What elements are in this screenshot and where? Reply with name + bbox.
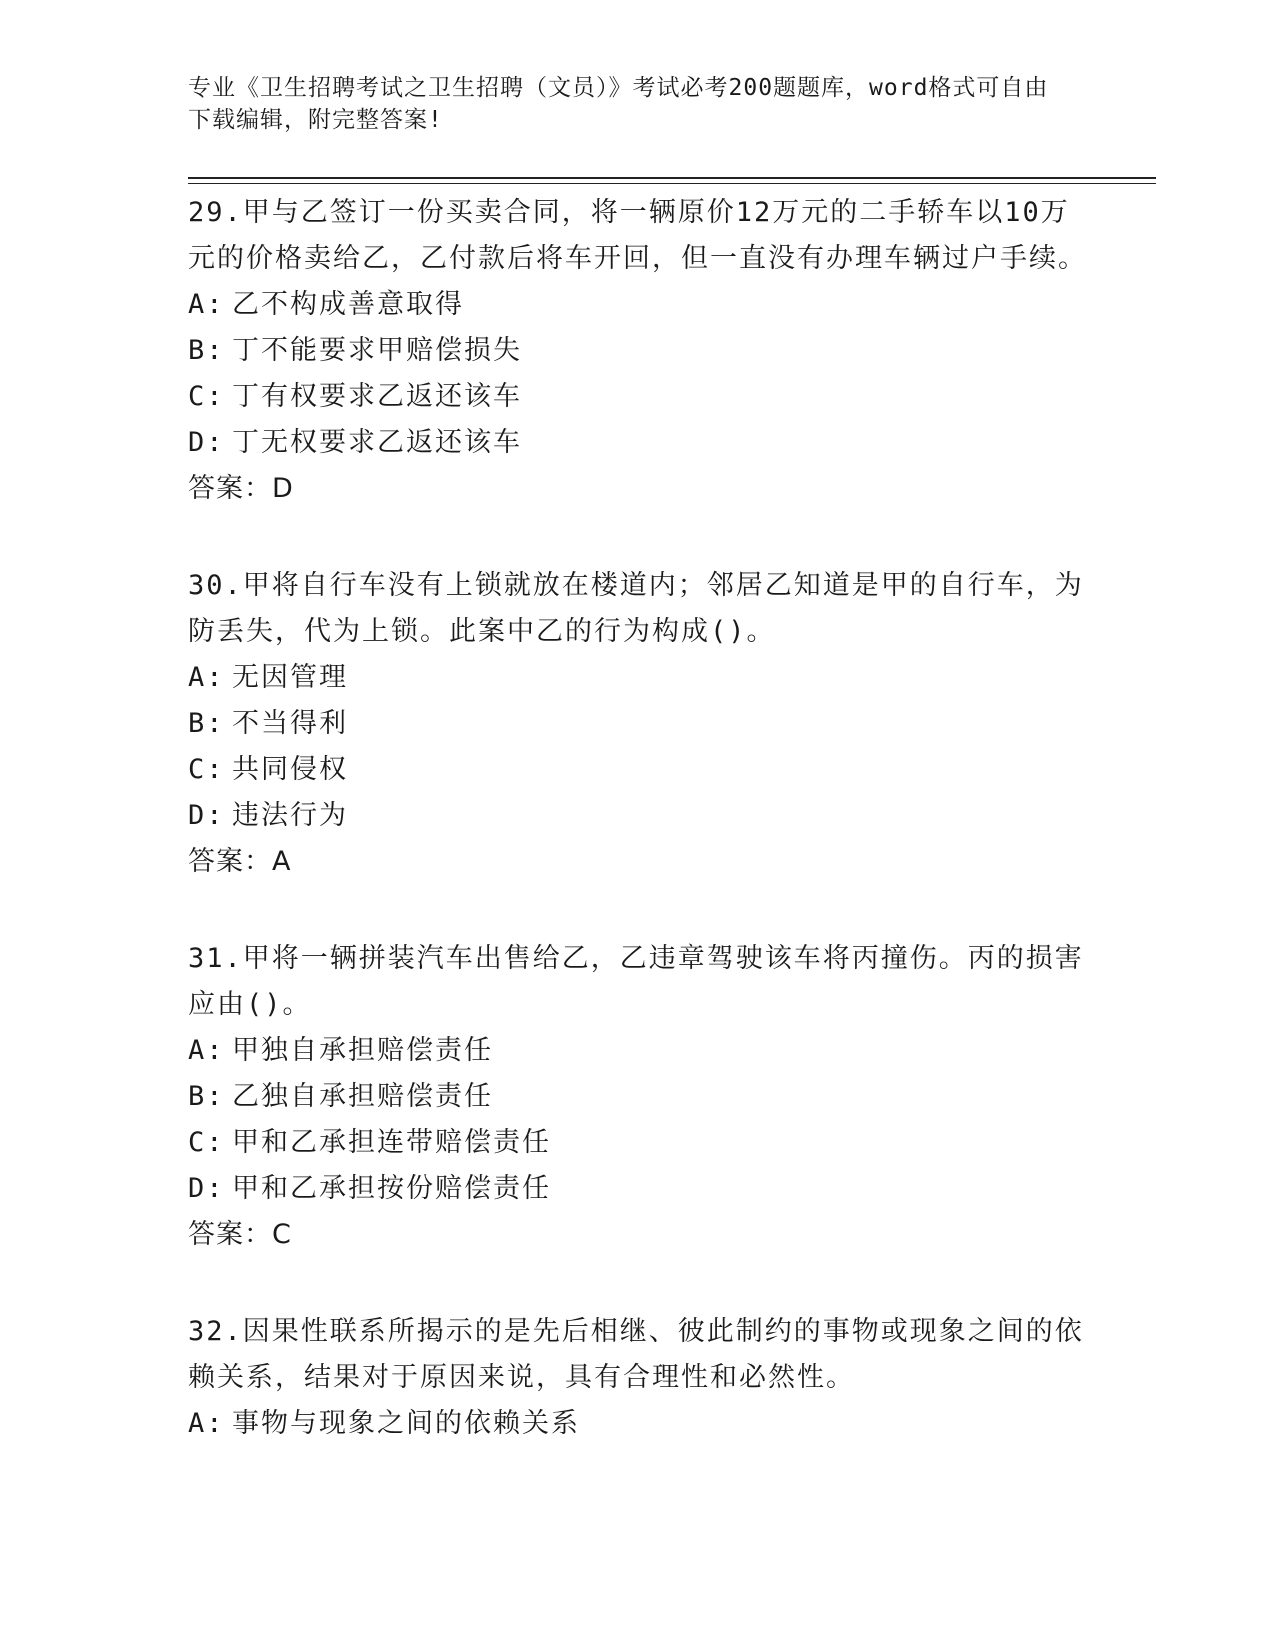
option-letter: B: bbox=[188, 708, 225, 739]
answer-line: 答案：C bbox=[188, 1219, 292, 1250]
option-d bbox=[188, 1166, 1088, 1212]
option-text: 丁不能要求甲赔偿损失 bbox=[232, 335, 522, 366]
option-text: 乙不构成善意取得 bbox=[232, 289, 464, 320]
option-letter: C: bbox=[188, 754, 225, 785]
option-a bbox=[188, 1028, 1088, 1074]
option-letter: B: bbox=[188, 1081, 225, 1112]
question-29 bbox=[188, 190, 1088, 512]
option-a bbox=[188, 1401, 1088, 1447]
option-letter: D: bbox=[188, 800, 225, 831]
question-31 bbox=[188, 936, 1088, 1258]
option-c bbox=[188, 374, 1088, 420]
option-a bbox=[188, 282, 1088, 328]
option-text: 甲和乙承担按份赔偿责任 bbox=[232, 1173, 551, 1204]
question-stem: 30.甲将自行车没有上锁就放在楼道内；邻居乙知道是甲的自行车，为防丢失，代为上锁。此案中乙的行为构成()。 bbox=[188, 570, 1084, 647]
option-list bbox=[188, 655, 1088, 839]
document-header: 专业《卫生招聘考试之卫生招聘（文员）》考试必考200题题库，word格式可自由下载编辑，附完整答案! bbox=[188, 75, 1049, 133]
option-letter: B: bbox=[188, 335, 225, 366]
option-text: 违法行为 bbox=[232, 800, 348, 831]
option-b bbox=[188, 701, 1088, 747]
option-list bbox=[188, 1401, 1088, 1447]
option-a bbox=[188, 655, 1088, 701]
option-text: 不当得利 bbox=[232, 708, 348, 739]
option-text: 事物与现象之间的依赖关系 bbox=[232, 1408, 580, 1439]
option-letter: A: bbox=[188, 1408, 225, 1439]
option-letter: C: bbox=[188, 1127, 225, 1158]
option-letter: D: bbox=[188, 1173, 225, 1204]
option-text: 乙独自承担赔偿责任 bbox=[232, 1081, 493, 1112]
option-letter: D: bbox=[188, 427, 225, 458]
option-letter: A: bbox=[188, 289, 225, 320]
option-d bbox=[188, 793, 1088, 839]
question-32 bbox=[188, 1309, 1088, 1447]
answer-line: 答案：A bbox=[188, 846, 292, 877]
option-c bbox=[188, 1120, 1088, 1166]
header-divider-thin bbox=[188, 183, 1156, 184]
option-c bbox=[188, 747, 1088, 793]
option-d bbox=[188, 420, 1088, 466]
option-list bbox=[188, 1028, 1088, 1212]
option-b bbox=[188, 328, 1088, 374]
question-30 bbox=[188, 563, 1088, 885]
option-letter: A: bbox=[188, 1035, 225, 1066]
question-stem: 32.因果性联系所揭示的是先后相继、彼此制约的事物或现象之间的依赖关系，结果对于原因来说，具有合理性和必然性。 bbox=[188, 1316, 1084, 1393]
option-text: 丁无权要求乙返还该车 bbox=[232, 427, 522, 458]
option-letter: A: bbox=[188, 662, 225, 693]
option-text: 甲和乙承担连带赔偿责任 bbox=[232, 1127, 551, 1158]
header-divider-thick bbox=[188, 177, 1156, 179]
option-letter: C: bbox=[188, 381, 225, 412]
option-list bbox=[188, 282, 1088, 466]
question-stem: 31.甲将一辆拼装汽车出售给乙，乙违章驾驶该车将丙撞伤。丙的损害应由()。 bbox=[188, 943, 1084, 1020]
option-text: 甲独自承担赔偿责任 bbox=[232, 1035, 493, 1066]
option-text: 共同侵权 bbox=[232, 754, 348, 785]
option-text: 无因管理 bbox=[232, 662, 348, 693]
question-list bbox=[188, 190, 1088, 1498]
option-text: 丁有权要求乙返还该车 bbox=[232, 381, 522, 412]
option-b bbox=[188, 1074, 1088, 1120]
answer-line: 答案：D bbox=[188, 473, 294, 504]
question-stem: 29.甲与乙签订一份买卖合同，将一辆原价12万元的二手轿车以10万元的价格卖给乙，乙付款后将车开回，但一直没有办理车辆过户手续。 bbox=[188, 197, 1087, 274]
